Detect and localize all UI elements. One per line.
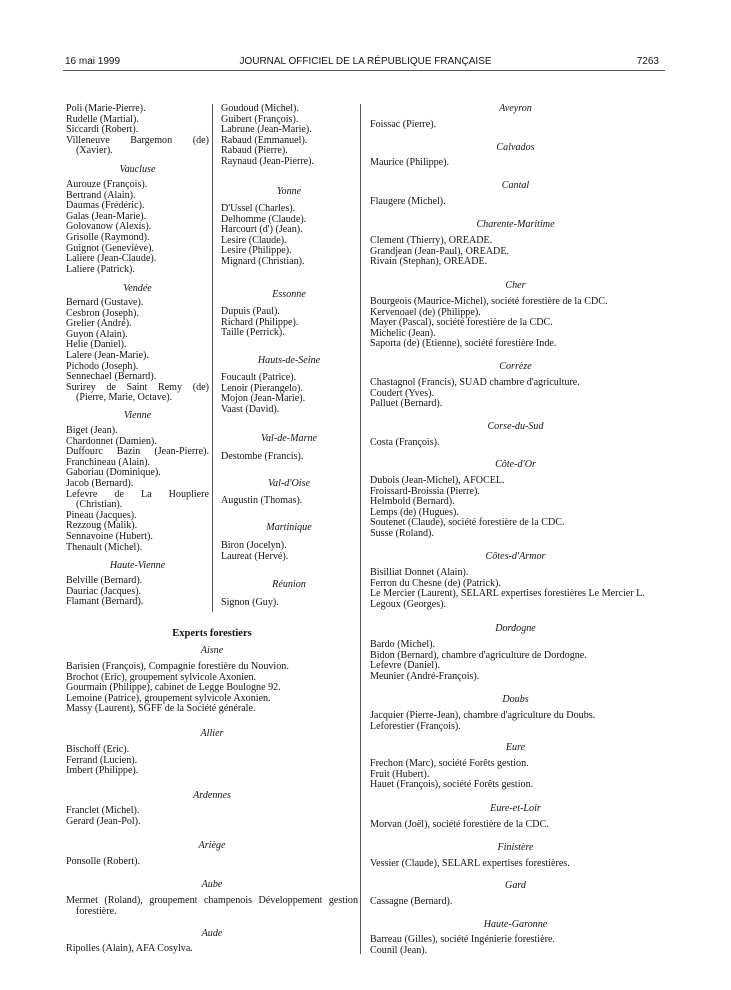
list-ardennes (66, 806, 358, 827)
list-vaucluse (66, 180, 209, 275)
list-item: Sennechael (Bernard). (66, 371, 157, 383)
list-item: Foucault (Patrice). (221, 372, 297, 383)
list-item: Sennavoine (Hubert). (66, 530, 153, 542)
list-item: Dubois (Jean-Michel), AFOCEL. (370, 475, 505, 486)
heading-eure: Eure (505, 742, 526, 753)
list-item: Dupuis (Paul). (221, 306, 280, 317)
list-item: (Xavier). (76, 145, 113, 157)
list-item: Meunier (André-François). (370, 670, 480, 682)
heading-allier: Allier (200, 728, 224, 739)
list-item: Franchineau (Alain). (66, 456, 151, 468)
heading-cantal: Cantal (501, 180, 530, 191)
list-item: Franclet (Michel). (66, 805, 140, 816)
list-item: Mignard (Christian). (221, 255, 305, 267)
list-item: Michelic (Jean). (370, 327, 436, 339)
list-item: Rezzoug (Malik). (66, 520, 138, 532)
list-item: Golovanow (Alexis). (66, 221, 152, 233)
header-title: JOURNAL OFFICIEL DE LA RÉPUBLIQUE FRANÇAISE (239, 56, 492, 67)
list-item: Rudelle (Martial). (66, 113, 139, 125)
list-item: Augustin (Thomas). (221, 495, 303, 506)
list-martinique (221, 541, 357, 562)
list-item: Laliere (Jean-Claude). (66, 253, 157, 265)
list-cote-dor (370, 476, 661, 540)
list-val-de-marne (221, 452, 357, 463)
list-item: Labrune (Jean-Marie). (221, 124, 312, 136)
list-item: Lesire (Philippe). (221, 245, 292, 257)
list-item: Clement (Thierry), OREADE. (370, 235, 493, 246)
list-val-doise (221, 496, 357, 507)
list-item: Lefevre (Daniel). (370, 660, 441, 672)
list-item: Siccardi (Robert). (66, 124, 139, 136)
list-item: Kervenoael (de) (Philippe). (370, 306, 481, 318)
list-item: Signon (Guy). (221, 597, 279, 608)
list-item: Bischoff (Eric). (66, 744, 130, 755)
list-item: Susse (Roland). (370, 527, 434, 539)
list-item: Bourgeois (Maurice-Michel), société forestière de la CDC. (370, 296, 608, 307)
list-item: Rivain (Stephan), OREADE. (370, 256, 488, 268)
list-item: Bernard (Gustave). (66, 297, 144, 308)
heading-vienne: Vienne (123, 410, 152, 421)
heading-charente-maritime: Charente-Maritime (476, 219, 555, 230)
col2-top-list (221, 104, 357, 168)
header-page-number: 7263 (636, 56, 659, 67)
heading-corse-du-sud: Corse-du-Sud (487, 421, 544, 432)
header-date: 16 mai 1999 (65, 56, 121, 67)
heading-correze: Corrèze (499, 361, 532, 372)
list-calvados (370, 158, 661, 169)
list-item: Dauriac (Jacques). (66, 585, 142, 597)
list-aisne (66, 662, 358, 715)
list-item: Poli (Marie-Pierre). (66, 103, 146, 114)
list-item: Massy (Laurent), SGFF de la Société générale. (66, 703, 256, 715)
list-item: Lemps (de) (Hugues). (370, 506, 459, 518)
list-item: Morvan (Joël), société forestière de la CDC. (370, 819, 549, 830)
heading-ariege: Ariège (198, 840, 226, 851)
list-item: Vaast (David). (221, 403, 280, 415)
heading-cotes-darmor: Côtes-d'Armor (485, 551, 546, 562)
list-item: Gaboriau (Dominique). (66, 467, 161, 479)
list-reunion (221, 598, 357, 609)
heading-hauts-de-seine: Hauts-de-Seine (257, 355, 321, 366)
list-corse-du-sud (370, 438, 661, 449)
list-item: Guignot (Geneviève). (66, 242, 155, 254)
list-eure-et-loir (370, 820, 661, 831)
list-item: Grelier (André). (66, 318, 132, 330)
list-item: Mayer (Pascal), société forestière de la CDC. (370, 317, 553, 329)
list-dordogne (370, 640, 661, 682)
list-item: Surirey de Saint Remy (de) (66, 381, 209, 393)
list-item: Guyon (Alain). (66, 328, 128, 340)
list-item: Gerard (Jean-Pol). (66, 815, 141, 827)
list-item: Richard (Philippe). (221, 316, 299, 328)
list-item: Belville (Bernard). (66, 575, 143, 586)
list-aube (66, 896, 358, 917)
heading-haute-vienne: Haute-Vienne (109, 560, 166, 571)
list-item: Pichodo (Joseph). (66, 360, 139, 372)
heading-cote-dor: Côte-d'Or (495, 459, 536, 470)
list-item: Helie (Daniel). (66, 339, 127, 351)
heading-aisne: Aisne (200, 645, 224, 656)
list-item: Goudoud (Michel). (221, 103, 299, 114)
list-charente-maritime (370, 236, 661, 268)
list-item: Leforestier (François). (370, 720, 461, 732)
list-item: Rabaud (Emmanuel). (221, 134, 308, 146)
list-item: Lesire (Claude). (221, 234, 287, 246)
list-haute-vienne (66, 576, 209, 608)
list-item: Cesbron (Joseph). (66, 307, 139, 319)
heading-vendee: Vendée (123, 283, 152, 294)
heading-val-doise: Val-d'Oise (268, 478, 310, 489)
section-title-experts-forestiers: Experts forestiers (172, 628, 252, 639)
list-item: Thenault (Michel). (66, 541, 143, 553)
heading-dordogne: Dordogne (495, 623, 536, 634)
heading-val-de-marne: Val-de-Marne (260, 433, 318, 444)
list-item: Foissac (Pierre). (370, 119, 437, 130)
list-item: Jacob (Bernard). (66, 477, 134, 489)
list-item: Delhomme (Claude). (221, 213, 307, 225)
list-item: Brochot (Eric), groupement sylvicole Axonien. (66, 671, 257, 683)
heading-essonne: Essonne (272, 289, 306, 300)
list-item: Le Mercier (Laurent), SELARL expertises forestières Le Mercier L. (370, 588, 645, 600)
column-divider-2 (360, 104, 361, 954)
header-rule (63, 70, 665, 71)
list-item: Laureat (Hervé). (221, 550, 289, 562)
list-ariege (66, 857, 358, 868)
list-item: Harcourt (d') (Jean). (221, 224, 303, 236)
heading-cher: Cher (505, 280, 526, 291)
heading-finistere: Finistère (497, 842, 534, 853)
col1-top-list (66, 104, 209, 157)
list-item: Lalere (Jean-Marie). (66, 349, 149, 361)
list-item: Saporta (de) (Etienne), société forestière Inde. (370, 338, 557, 350)
list-item: Coudert (Yves). (370, 387, 435, 399)
list-item: Soutenet (Claude), société forestière de la CDC. (370, 517, 565, 529)
list-item: Grandjean (Jean-Paul), OREADE. (370, 245, 510, 257)
list-finistere (370, 859, 661, 870)
list-hauts-de-seine (221, 373, 357, 415)
list-allier (66, 745, 358, 777)
list-item: Maurice (Philippe). (370, 157, 450, 168)
list-item: Bertrand (Alain). (66, 189, 136, 201)
list-item: Frechon (Marc), société Forêts gestion. (370, 758, 529, 769)
list-item: Flaugere (Michel). (370, 196, 446, 207)
list-item: Rabaud (Pierre). (221, 145, 288, 157)
list-eure (370, 759, 661, 791)
heading-doubs: Doubs (502, 694, 529, 705)
list-item: Ferron du Chesne (de) (Patrick). (370, 577, 501, 589)
list-item: Jacquier (Pierre-Jean), chambre d'agriculture du Doubs. (370, 710, 596, 721)
list-cantal (370, 197, 661, 208)
list-item: Mermet (Roland), groupement champenois Développement gestion (66, 895, 358, 906)
heading-yonne: Yonne (276, 186, 302, 197)
list-item: Daumas (Frédéric). (66, 200, 145, 212)
list-item: Flamant (Bernard). (66, 596, 144, 608)
list-cher (370, 297, 661, 350)
list-item: Taille (Perrick). (221, 327, 285, 339)
list-item: D'Ussel (Charles). (221, 203, 296, 214)
list-yonne (221, 204, 357, 268)
heading-aveyron: Aveyron (499, 103, 532, 114)
heading-vaucluse: Vaucluse (119, 164, 156, 175)
heading-calvados: Calvados (496, 142, 535, 153)
list-item: Grisolle (Raymond). (66, 231, 150, 243)
list-gard (370, 897, 661, 908)
heading-gard: Gard (505, 880, 526, 891)
list-item: Vessier (Claude), SELARL expertises forestières. (370, 858, 570, 869)
list-item: forestière. (76, 905, 117, 917)
list-item: Pineau (Jacques). (66, 509, 137, 521)
list-cotes-darmor (370, 568, 661, 610)
list-item: Imbert (Philippe). (66, 765, 139, 777)
list-item: Ponsolle (Robert). (66, 856, 141, 867)
list-item: Mojon (Jean-Marie). (221, 393, 306, 405)
list-item: Bidon (Bernard), chambre d'agriculture de Dordogne. (370, 649, 587, 661)
list-vienne (66, 426, 209, 553)
list-item: Hauet (François), société Forêts gestion. (370, 779, 534, 791)
list-item: Chastagnol (Francis), SUAD chambre d'agriculture. (370, 377, 580, 388)
list-item: Palluet (Bernard). (370, 398, 443, 410)
list-vendee (66, 298, 209, 404)
heading-aude: Aude (201, 928, 223, 939)
list-item: Destombe (Francis). (221, 451, 304, 462)
list-item: Lenoir (Pierangelo). (221, 382, 303, 394)
list-item: Duffourc Bazin (Jean-Pierre). (66, 446, 209, 458)
heading-reunion: Réunion (272, 579, 306, 590)
list-item: Gourmain (Philippe), cabinet de Legge Boulogne 92. (66, 682, 281, 694)
list-item: Froissard-Broissia (Pierre). (370, 485, 480, 497)
list-item: Galas (Jean-Marie). (66, 210, 147, 222)
list-item: Counil (Jean). (370, 944, 428, 956)
list-item: (Christian). (76, 499, 123, 511)
list-item: Fruit (Hubert). (370, 768, 430, 780)
list-item: Biron (Jocelyn). (221, 540, 287, 551)
heading-haute-garonne: Haute-Garonne (483, 919, 548, 930)
list-haute-garonne (370, 935, 661, 956)
list-item: Laliere (Patrick). (66, 263, 135, 275)
list-item: Chardonnet (Damien). (66, 435, 157, 447)
column-divider-1 (212, 104, 213, 612)
list-item: Villeneuve Bargemon (de) (66, 134, 209, 146)
list-item: Helmbold (Bernard). (370, 496, 455, 508)
list-item: Lemoine (Patrice), groupement sylvicole Axonien. (66, 692, 271, 704)
list-item: Ripolles (Alain), AFA Cosylva. (66, 943, 193, 954)
list-item: Bardo (Michel). (370, 639, 436, 650)
heading-aube: Aube (201, 879, 223, 890)
list-essonne (221, 307, 357, 339)
list-aveyron (370, 120, 661, 131)
list-item: Biget (Jean). (66, 425, 118, 436)
list-item: Ferrand (Lucien). (66, 754, 138, 766)
list-item: Cassagne (Bernard). (370, 896, 453, 907)
list-item: Barreau (Gilles), société Ingénierie forestière. (370, 934, 555, 945)
list-item: Costa (François). (370, 437, 440, 448)
list-correze (370, 378, 661, 410)
list-item: Guibert (François). (221, 113, 299, 125)
list-item: (Pierre, Marie, Octave). (76, 392, 173, 404)
list-item: Legoux (Georges). (370, 598, 447, 610)
list-item: Barisien (François), Compagnie forestière du Nouvion. (66, 661, 289, 672)
list-aude (66, 944, 358, 955)
list-item: Aurouze (François). (66, 179, 148, 190)
list-item: Bisilliat Donnet (Alain). (370, 567, 469, 578)
heading-eure-et-loir: Eure-et-Loir (490, 803, 541, 814)
heading-martinique: Martinique (266, 522, 312, 533)
list-item: Raynaud (Jean-Pierre). (221, 155, 315, 167)
list-doubs (370, 711, 661, 732)
heading-ardennes: Ardennes (193, 790, 231, 801)
list-item: Lefevre de La Houpliere (66, 488, 209, 500)
